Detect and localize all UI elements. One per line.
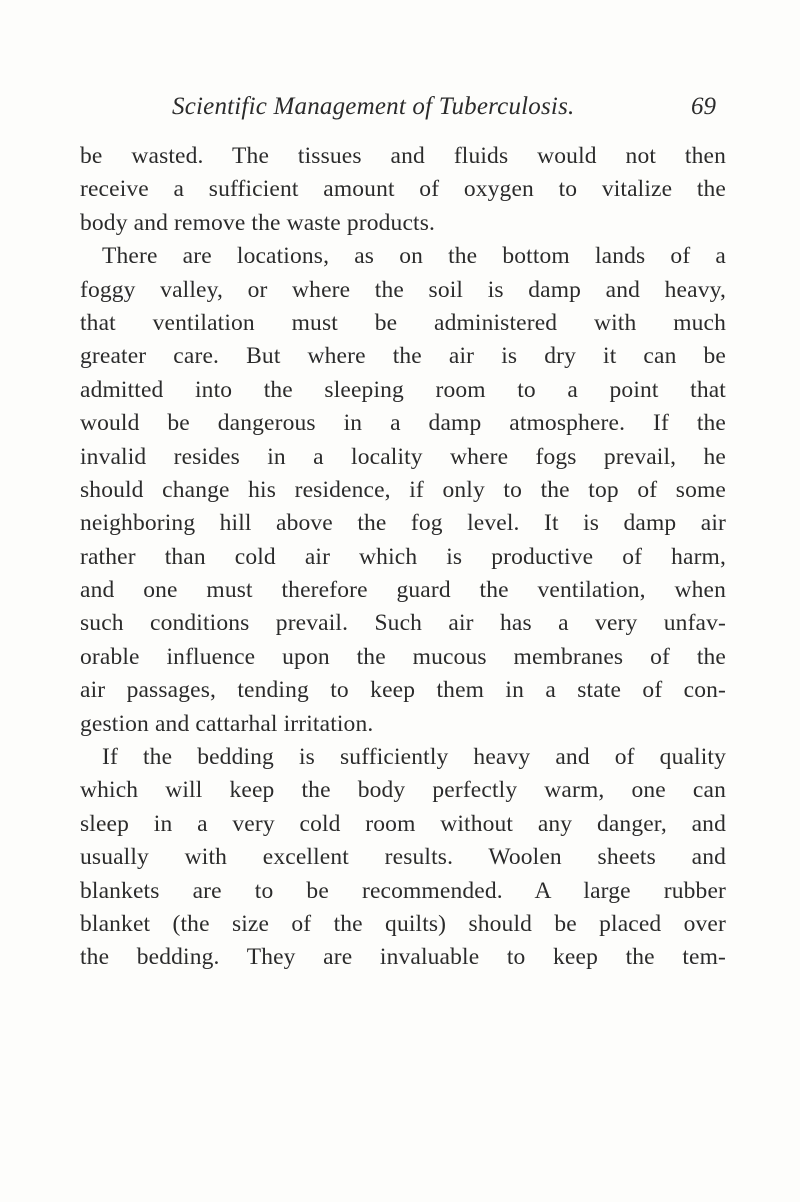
text-line: blanket (the size of the quilts) should be placed over <box>80 910 726 937</box>
text-line: body and remove the waste products. <box>80 209 436 236</box>
page-number: 69 <box>691 93 716 120</box>
body-text <box>80 140 726 975</box>
text-line: should change his residence, if only to the top of some <box>80 476 726 503</box>
running-title: Scientific Management of Tuberculosis. <box>172 93 575 120</box>
text-line: which will keep the body perfectly warm, one can <box>80 777 726 804</box>
text-line: orable influence upon the mucous membranes of the <box>80 643 726 670</box>
text-line: sleep in a very cold room without any danger, and <box>80 810 726 837</box>
running-head <box>80 93 716 127</box>
text-line: the bedding. They are invaluable to keep the tem- <box>80 944 726 971</box>
text-line: foggy valley, or where the soil is damp and heavy, <box>80 276 726 303</box>
text-line: If the bedding is sufficiently heavy and of quality <box>102 744 726 771</box>
text-line: usually with excellent results. Woolen sheets and <box>80 844 726 871</box>
text-line: admitted into the sleeping room to a point that <box>80 376 726 403</box>
text-line: blankets are to be recommended. A large rubber <box>80 877 726 904</box>
text-line: and one must therefore guard the ventilation, when <box>80 577 726 604</box>
text-line: greater care. But where the air is dry it can be <box>80 343 726 370</box>
text-line: be wasted. The tissues and fluids would not then <box>80 143 726 169</box>
text-line: that ventilation must be administered with much <box>80 309 726 336</box>
text-line: air passages, tending to keep them in a state of con- <box>80 677 726 704</box>
text-line: would be dangerous in a damp atmosphere. If the <box>80 410 726 437</box>
text-line: There are locations, as on the bottom lands of a <box>102 243 726 270</box>
text-line: neighboring hill above the fog level. It is damp air <box>80 510 726 537</box>
text-line: gestion and cattarhal irritation. <box>80 710 374 737</box>
text-line: receive a sufficient amount of oxygen to vitalize the <box>80 176 726 203</box>
text-line: invalid resides in a locality where fogs prevail, he <box>80 443 726 470</box>
text-line: rather than cold air which is productive of harm, <box>80 543 726 570</box>
text-line: such conditions prevail. Such air has a very unfav- <box>80 610 726 637</box>
